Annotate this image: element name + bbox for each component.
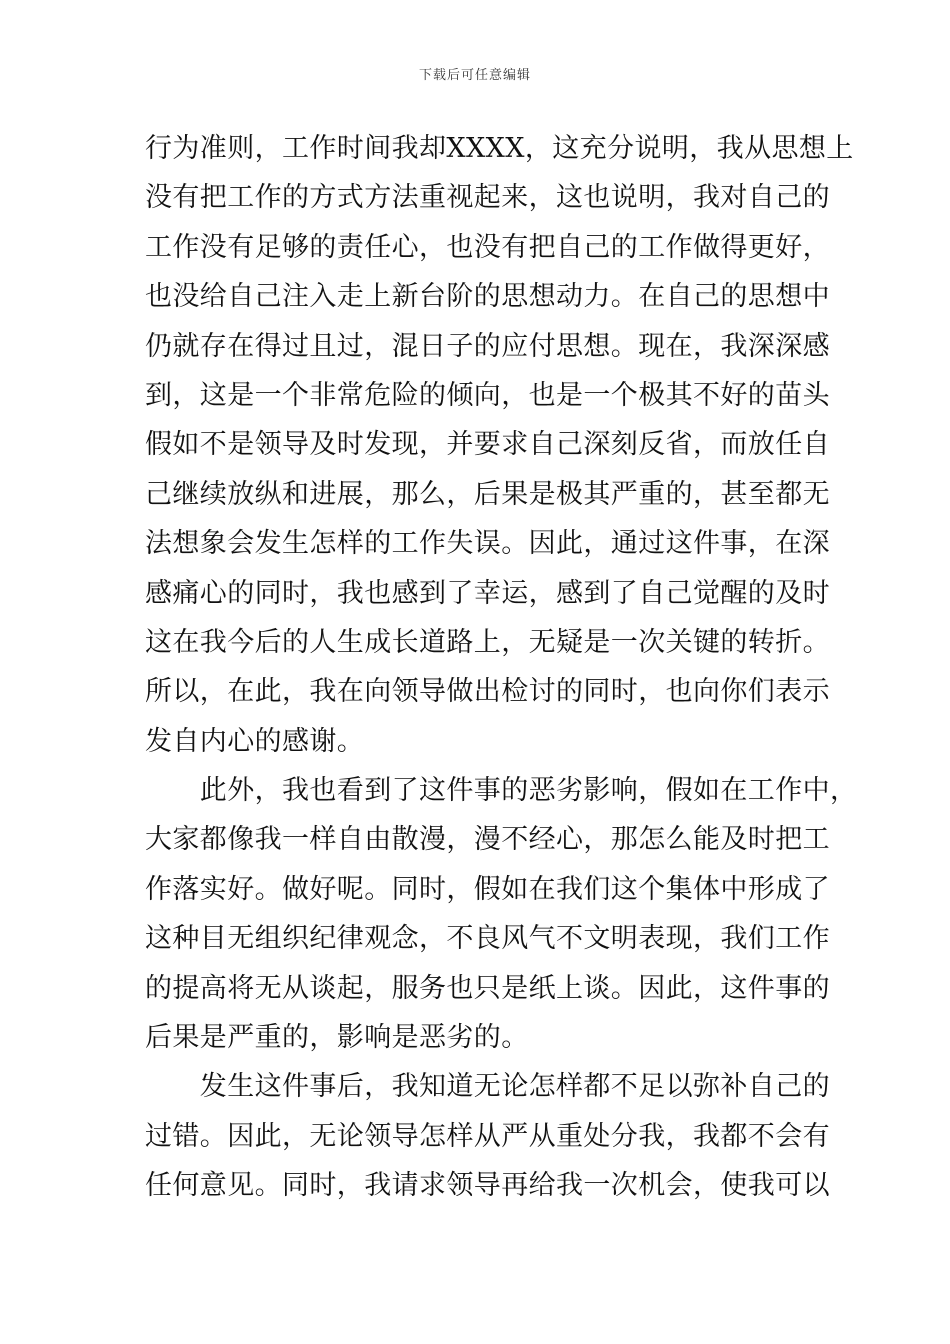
text-line: 发生这件事后，我知道无论怎样都不足以弥补自己的 [145, 1071, 830, 1103]
text-line: 工作没有足够的责任心，也没有把自己的工作做得更好， [145, 231, 830, 263]
text-line: 此外，我也看到了这件事的恶劣影响，假如在工作中， [145, 775, 858, 807]
text-line: 作落实好。做好呢。同时，假如在我们这个集体中形成了 [145, 873, 830, 905]
text-line: 也没给自己注入走上新台阶的思想动力。在自己的思想中 [145, 281, 830, 313]
text-line: 的提高将无从谈起，服务也只是纸上谈。因此，这件事的 [145, 972, 830, 1004]
text-line: 这种目无组织纪律观念，不良风气不文明表现，我们工作 [145, 923, 830, 955]
page-header: 下载后可任意编辑 [418, 68, 531, 83]
text-line: 仍就存在得过且过，混日子的应付思想。现在，我深深感 [145, 330, 830, 362]
text-line: 假如不是领导及时发现，并要求自己深刻反省，而放任自 [145, 429, 830, 461]
document-body [145, 124, 858, 1211]
text-line: 法想象会发生怎样的工作失误。因此，通过这件事，在深 [145, 528, 830, 560]
text-line: 发自内心的感谢。 [145, 725, 365, 757]
text-line: 己继续放纵和进展，那么，后果是极其严重的，甚至都无 [145, 478, 830, 510]
text-line: 到，这是一个非常危险的倾向，也是一个极其不好的苗头 [145, 379, 830, 411]
text-line: 任何意见。同时，我请求领导再给我一次机会，使我可以 [145, 1170, 830, 1202]
text-line: 这在我今后的人生成长道路上，无疑是一次关键的转折。 [145, 626, 830, 658]
text-line: 所以，在此，我在向领导做出检讨的同时，也向你们表示 [145, 676, 830, 708]
text-line: 大家都像我一样自由散漫，漫不经心，那怎么能及时把工 [145, 824, 830, 856]
text-line: 没有把工作的方式方法重视起来，这也说明，我对自己的 [145, 182, 830, 214]
text-line: 过错。因此，无论领导怎样从严从重处分我，我都不会有 [145, 1120, 830, 1152]
text-line: 感痛心的同时，我也感到了幸运，感到了自己觉醒的及时 [145, 577, 830, 609]
text-line: 行为准则，工作时间我却XXXX，这充分说明，我从思想上 [145, 133, 854, 164]
text-line: 后果是严重的，影响是恶劣的。 [145, 1022, 529, 1054]
